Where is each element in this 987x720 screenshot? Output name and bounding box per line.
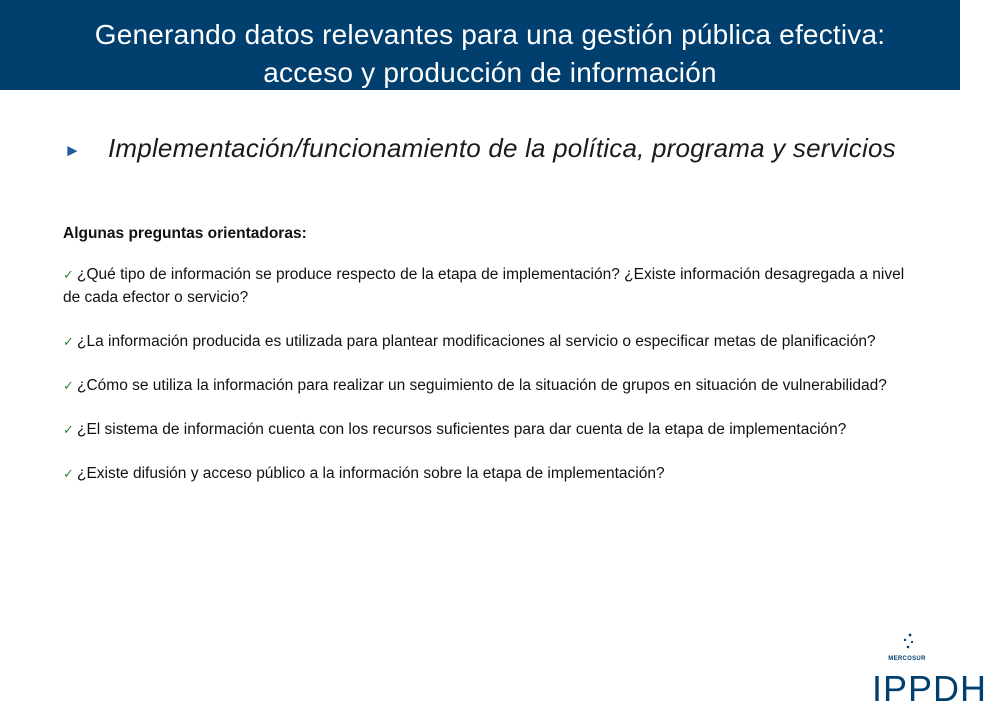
header-bar — [0, 0, 960, 90]
mercosur-stars-icon — [900, 633, 916, 651]
question-item — [63, 418, 923, 441]
ippdh-label: IPPDH — [872, 668, 987, 709]
question-text: ¿Existe difusión y acceso público a la información sobre la etapa de implementación? — [77, 465, 665, 482]
lead-text: Algunas preguntas orientadoras: — [63, 225, 307, 242]
question-item — [63, 263, 923, 309]
question-item — [63, 462, 923, 485]
question-text: ¿El sistema de información cuenta con los recursos suficientes para dar cuenta de la etapa de implementación? — [77, 421, 847, 438]
checkmark-icon: ✓ — [63, 334, 74, 349]
slide-title: Generando datos relevantes para una gestión pública efectiva: acceso y producción de información — [94, 19, 886, 88]
section-subtitle: Implementación/funcionamiento de la política, programa y servicios — [108, 133, 896, 163]
arrow-right-icon: ► — [64, 141, 81, 160]
checkmark-icon: ✓ — [63, 466, 74, 481]
question-text: ¿Cómo se utiliza la información para realizar un seguimiento de la situación de grupos en situación de vulnerabilidad? — [77, 377, 887, 394]
mercosur-label: MERCOSUR — [888, 656, 926, 662]
checkmark-icon: ✓ — [63, 267, 74, 282]
question-text: ¿Qué tipo de información se produce respecto de la etapa de implementación? ¿Existe información desagregada a nivel de cada efector o servicio? — [63, 266, 905, 306]
question-item — [63, 374, 923, 397]
question-text: ¿La información producida es utilizada para plantear modificaciones al servicio o especificar metas de planificación? — [77, 333, 876, 350]
checkmark-icon: ✓ — [63, 378, 74, 393]
checkmark-icon: ✓ — [63, 422, 74, 437]
question-item — [63, 330, 923, 353]
question-list — [63, 263, 923, 506]
ippdh-logo — [862, 633, 987, 713]
subtitle-row — [64, 133, 904, 169]
